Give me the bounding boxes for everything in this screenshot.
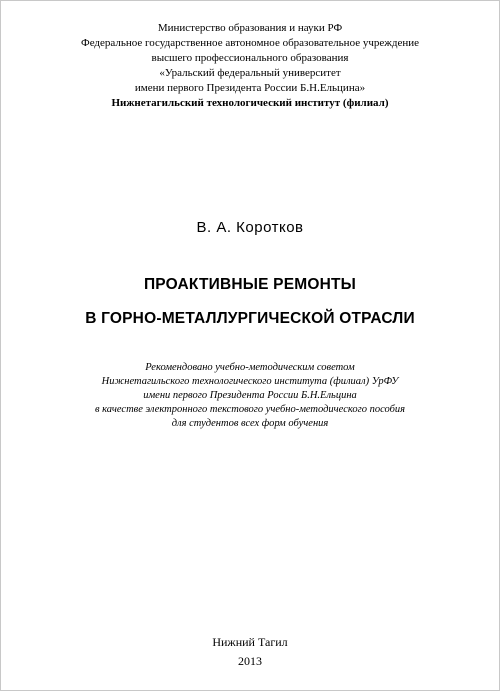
recommendation-line: для студентов всех форм обучения [171, 418, 329, 429]
publication-city: Нижний Тагил [212, 635, 288, 649]
recommendation-line: Нижнетагильского технологического института (филиал) УрФУ [101, 376, 399, 387]
document-title [1, 268, 499, 336]
header-line-university: «Уральский федеральный университет [159, 67, 341, 79]
publication-year: 2013 [238, 654, 262, 668]
header-line-education-level: высшего профессионального образования [151, 52, 349, 64]
recommendation-note [1, 361, 499, 431]
title-line-1: ПРОАКТИВНЫЕ РЕМОНТЫ [143, 276, 357, 293]
header-line-ministry: Министерство образования и науки РФ [157, 22, 343, 34]
header-line-university-namesake: имени первого Президента России Б.Н.Ельцина» [134, 82, 366, 94]
title-line-2: В ГОРНО-МЕТАЛЛУРГИЧЕСКОЙ ОТРАСЛИ [85, 310, 415, 327]
publication-footer [1, 633, 499, 671]
header-line-institute: Нижнетагильский технологический институт (филиал) [111, 97, 389, 109]
institution-header [1, 21, 499, 111]
header-line-federal-institution: Федеральное государственное автономное образовательное учреждение [81, 37, 419, 49]
author-name: В. А. Коротков [196, 219, 304, 236]
recommendation-line: имени первого Президента России Б.Н.Ельцина [143, 390, 357, 401]
recommendation-line: Рекомендовано учебно-методическим советом [145, 362, 355, 373]
recommendation-line: в качестве электронного текстового учебно-методического пособия [94, 404, 406, 415]
